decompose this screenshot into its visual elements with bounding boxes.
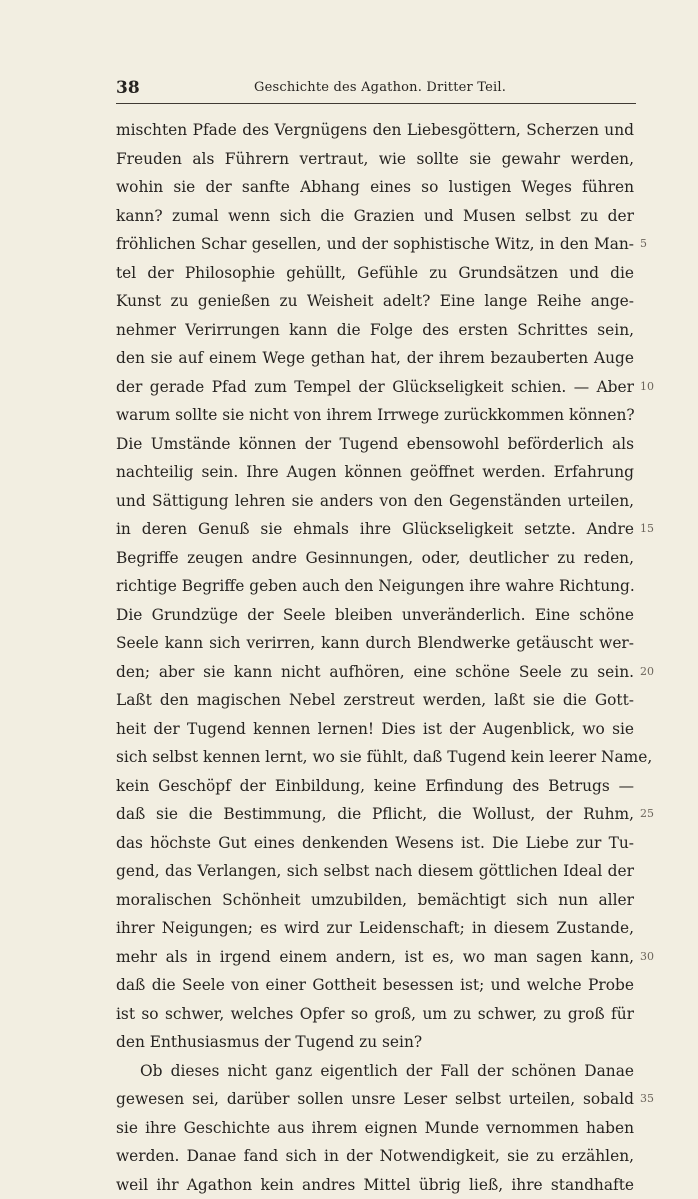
line-text: der gerade Pfad zum Tempel der Glückseligkeit schien. — Aber <box>116 378 634 396</box>
line-text: in deren Genuß sie ehmals ihre Glückseligkeit setzte. Andre <box>116 520 634 538</box>
text-line <box>116 344 634 373</box>
line-text: Begriffe zeugen andre Gesinnungen, oder, deutlicher zu reden, <box>116 549 634 567</box>
line-text: daß die Seele von einer Gottheit besessen ist; und welche Probe <box>116 976 634 994</box>
text-line <box>116 259 634 288</box>
line-number: 25 <box>640 800 654 829</box>
text-line <box>116 1000 634 1029</box>
text-line <box>116 487 634 516</box>
text-line <box>116 886 634 915</box>
line-text: sie ihre Geschichte aus ihrem eignen Munde vernommen haben <box>116 1119 634 1137</box>
line-text: sich selbst kennen lernt, wo sie fühlt, daß Tugend kein leerer Name, <box>116 748 652 766</box>
line-text: Laßt den magischen Nebel zerstreut werden, laßt sie die Gott- <box>116 691 634 709</box>
text-line <box>116 230 634 259</box>
text-line <box>116 1085 634 1114</box>
text-line <box>116 1057 634 1086</box>
text-line <box>116 943 634 972</box>
text-line <box>116 287 634 316</box>
body-text <box>116 116 634 1199</box>
line-text: und Sättigung lehren sie anders von den Gegenständen urteilen, <box>116 492 634 510</box>
text-line <box>116 1142 634 1171</box>
line-text: ihrer Neigungen; es wird zur Leidenschaft; in diesem Zustande, <box>116 919 634 937</box>
text-line <box>116 202 634 231</box>
text-line <box>116 658 634 687</box>
line-text: nehmer Verirrungen kann die Folge des ersten Schrittes sein, <box>116 321 634 339</box>
text-line <box>116 772 634 801</box>
text-line <box>116 629 634 658</box>
text-line <box>116 971 634 1000</box>
text-line <box>116 857 634 886</box>
text-line <box>116 914 634 943</box>
text-line <box>116 544 634 573</box>
text-line <box>116 743 634 772</box>
line-text: fröhlichen Schar gesellen, und der sophistische Witz, in den Man- <box>116 235 634 253</box>
line-text: Die Grundzüge der Seele bleiben unveränderlich. Eine schöne <box>116 606 634 624</box>
running-head: Geschichte des Agathon. Dritter Teil. <box>254 80 506 95</box>
line-text: wohin sie der sanfte Abhang eines so lustigen Weges führen <box>116 178 634 196</box>
line-text: mischten Pfade des Vergnügens den Liebesgöttern, Scherzen und <box>116 121 634 139</box>
text-line <box>116 1171 634 1199</box>
text-line <box>116 515 634 544</box>
line-number: 5 <box>640 230 647 259</box>
line-number: 20 <box>640 658 654 687</box>
line-text: Seele kann sich verirren, kann durch Blendwerke getäuscht wer- <box>116 634 634 652</box>
text-line <box>116 401 634 430</box>
text-line <box>116 715 634 744</box>
text-line <box>116 116 634 145</box>
text-line <box>116 601 634 630</box>
line-text: kann? zumal wenn sich die Grazien und Musen selbst zu der <box>116 207 634 225</box>
line-text: gend, das Verlangen, sich selbst nach diesem göttlichen Ideal der <box>116 862 634 880</box>
text-line <box>116 686 634 715</box>
line-text: Ob dieses nicht ganz eigentlich der Fall der schönen Danae <box>140 1062 634 1080</box>
text-line <box>116 173 634 202</box>
line-text: Die Umstände können der Tugend ebensowohl beförderlich als <box>116 435 634 453</box>
line-number: 30 <box>640 943 654 972</box>
line-text: das höchste Gut eines denkenden Wesens ist. Die Liebe zur Tu- <box>116 834 634 852</box>
line-text: heit der Tugend kennen lernen! Dies ist der Augenblick, wo sie <box>116 720 634 738</box>
line-text: ist so schwer, welches Opfer so groß, um zu schwer, zu groß für <box>116 1005 634 1023</box>
line-text: den; aber sie kann nicht aufhören, eine schöne Seele zu sein. <box>116 663 634 681</box>
line-text: richtige Begriffe geben auch den Neigungen ihre wahre Richtung. <box>116 577 635 595</box>
line-number: 35 <box>640 1085 654 1114</box>
text-line <box>116 373 634 402</box>
line-text: kein Geschöpf der Einbildung, keine Erfindung des Betrugs — <box>116 777 634 795</box>
line-text: den Enthusiasmus der Tugend zu sein? <box>116 1033 422 1051</box>
text-line <box>116 829 634 858</box>
line-text: daß sie die Bestimmung, die Pflicht, die Wollust, der Ruhm, <box>116 805 634 823</box>
line-text: werden. Danae fand sich in der Notwendigkeit, sie zu erzählen, <box>116 1147 634 1165</box>
text-line <box>116 572 634 601</box>
text-line <box>116 145 634 174</box>
page-number: 38 <box>116 78 140 98</box>
line-text: Kunst zu genießen zu Weisheit adelt? Eine lange Reihe ange- <box>116 292 634 310</box>
header-rule <box>116 103 636 104</box>
line-text: moralischen Schönheit umzubilden, bemächtigt sich nun aller <box>116 891 634 909</box>
line-number: 10 <box>640 373 654 402</box>
text-line <box>116 1028 634 1057</box>
line-text: tel der Philosophie gehüllt, Gefühle zu Grundsätzen und die <box>116 264 634 282</box>
text-line <box>116 316 634 345</box>
line-number: 15 <box>640 515 654 544</box>
text-line <box>116 430 634 459</box>
line-text: den sie auf einem Wege gethan hat, der ihrem bezauberten Auge <box>116 349 634 367</box>
line-text: warum sollte sie nicht von ihrem Irrwege zurückkommen können? <box>116 406 635 424</box>
page-header <box>116 76 626 102</box>
text-line <box>116 800 634 829</box>
line-text: Freuden als Führern vertraut, wie sollte sie gewahr werden, <box>116 150 634 168</box>
line-text: weil ihr Agathon kein andres Mittel übrig ließ, ihre standhafte <box>116 1176 634 1194</box>
line-text: mehr als in irgend einem andern, ist es, wo man sagen kann, <box>116 948 634 966</box>
text-line <box>116 458 634 487</box>
text-line <box>116 1114 634 1143</box>
line-text: gewesen sei, darüber sollen unsre Leser selbst urteilen, sobald <box>116 1090 634 1108</box>
line-text: nachteilig sein. Ihre Augen können geöffnet werden. Erfahrung <box>116 463 634 481</box>
